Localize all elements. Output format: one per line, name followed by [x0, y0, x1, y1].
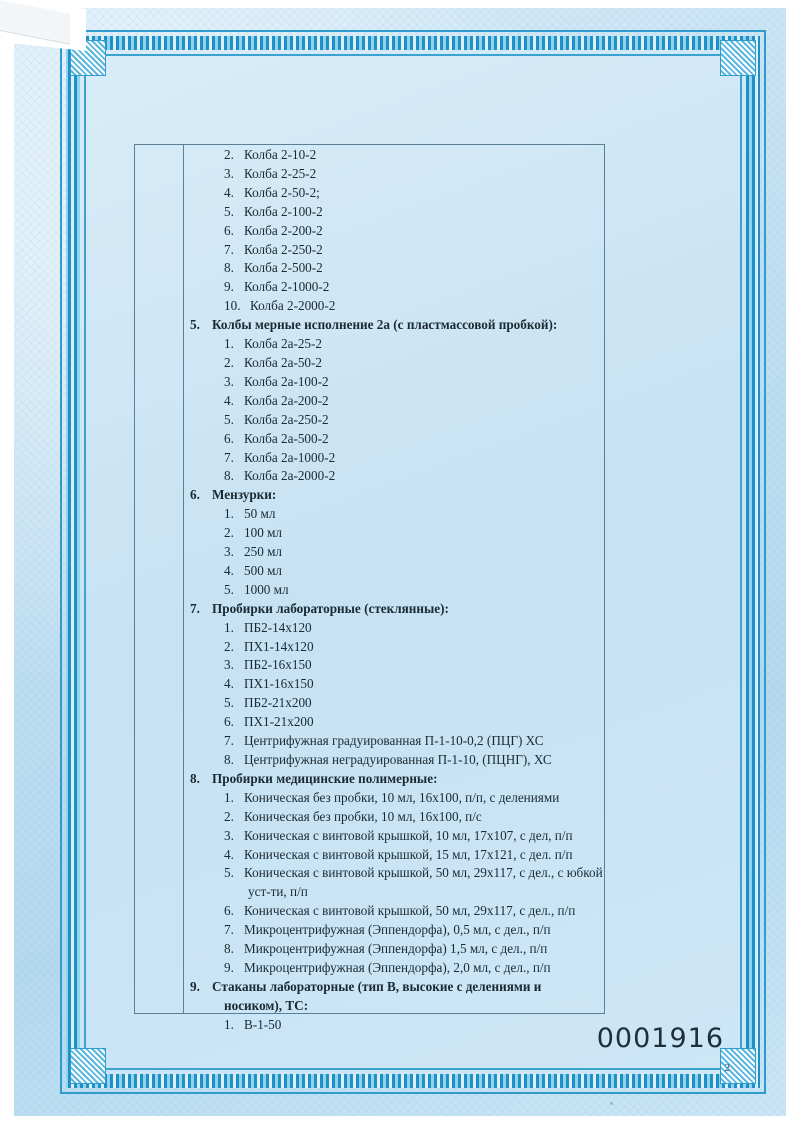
list-item [190, 486, 710, 505]
list-item-number: 7. [224, 449, 234, 465]
list-item-label: Колба 2-100-2 [244, 203, 323, 219]
list-item-label: ПБ2-21х200 [244, 695, 312, 711]
list-item-label: Центрифужная неградуированная П-1-10, (ПЦНГ), ХС [244, 752, 552, 767]
list-item-label: Коническая с винтовой крышкой, 50 мл, 29х117, с дел., с юбкой [244, 865, 603, 881]
list-item-number: 7. [224, 922, 234, 938]
list-item-number: 2. [224, 525, 234, 541]
list-item-number: 5. [224, 581, 234, 597]
list-item-label: Микроцентрифужная (Эппендорфа), 2,0 мл, с дел., п/п [244, 959, 551, 975]
list-item-number: 3. [224, 373, 234, 389]
list-item-label: Колба 2а-100-2 [244, 373, 329, 389]
list-item-label: Колба 2а-2000-2 [244, 468, 336, 484]
list-item-number: 1. [224, 619, 234, 635]
list-item-number: 3. [224, 165, 234, 181]
list-item [190, 959, 710, 978]
list-item-label: Колбы мерные исполнение 2а (с пластмассовой пробкой): [212, 317, 558, 333]
list-item [190, 770, 710, 789]
list-item-label: Колба 2-25-2 [244, 165, 317, 181]
list-item-label: 1000 мл [244, 581, 289, 597]
list-item-label: Коническая без пробки, 10 мл, 16х100, п/п, с делениями [244, 789, 560, 805]
list-item-label: Колба 2а-500-2 [244, 430, 329, 446]
list-item-label: Мензурки: [212, 487, 277, 503]
list-item [190, 808, 710, 827]
list-item-number: 4. [224, 846, 234, 862]
list-item [190, 978, 710, 997]
list-item [190, 543, 710, 562]
list-item-label: ПХ1-16х150 [244, 676, 314, 692]
list-item-label: Колба 2а-50-2 [244, 354, 323, 370]
list-item-label: Колба 2-500-2 [244, 260, 323, 276]
list-item [190, 902, 710, 921]
corner-ornament-top-right [720, 40, 756, 76]
list-item [190, 921, 710, 940]
list-item-label: 100 мл [244, 525, 283, 541]
list-item-number: 2. [224, 638, 234, 654]
list-item-number: 2. [224, 354, 234, 370]
list-item [190, 638, 710, 657]
list-item-number: 7. [224, 241, 234, 257]
list-item-label: 250 мл [244, 544, 283, 560]
list-item-label: Коническая с винтовой крышкой, 10 мл, 17х107, с дел, п/п [244, 827, 573, 843]
list-item-number: 2. [224, 808, 234, 824]
list-item-number: 6. [224, 903, 234, 919]
list-item-number: 1. [224, 506, 234, 522]
list-item-number: 5. [224, 203, 234, 219]
list-item [190, 392, 710, 411]
list-item-number: 9. [190, 978, 200, 994]
list-item [190, 864, 710, 883]
list-item [190, 883, 710, 902]
list-item-label: Колба 2а-25-2 [244, 336, 323, 352]
list-item-label: Микроцентрифужная (Эппендорфа), 0,5 мл, с дел., п/п [244, 922, 551, 938]
list-item-number: 9. [224, 959, 234, 975]
list-item-number: 1. [224, 789, 234, 805]
list-item-label: Пробирки лабораторные (стеклянные): [212, 600, 449, 616]
list-item-number: 5. [224, 865, 234, 881]
list-item [190, 675, 710, 694]
list-item-number: 2. [224, 147, 234, 162]
scan-speck [610, 1102, 613, 1105]
list-item [190, 449, 710, 468]
list-item-label: ПБ2-14х120 [244, 619, 312, 635]
list-item [190, 505, 710, 524]
list-item [190, 297, 710, 316]
list-item-number: 3. [224, 827, 234, 843]
list-item [190, 562, 710, 581]
list-item [190, 259, 710, 278]
list-item [190, 316, 710, 335]
page-number: 2 [724, 1062, 730, 1074]
list-item [190, 335, 710, 354]
list-item-number: 5. [190, 317, 200, 333]
equipment-list [190, 146, 710, 1035]
serial-number: 0001916 [596, 1023, 724, 1054]
list-item-label: Пробирки медицинские полимерные: [212, 770, 438, 786]
list-item [190, 354, 710, 373]
list-item-number: 3. [224, 544, 234, 560]
list-item [190, 751, 710, 770]
list-item-label: Колба 2а-250-2 [244, 411, 329, 427]
list-item [190, 713, 710, 732]
list-item-label: носиком), ТС: [224, 997, 309, 1013]
list-item-number: 1. [224, 336, 234, 352]
list-item [190, 411, 710, 430]
list-item-number: 1. [224, 1016, 234, 1032]
list-item [190, 165, 710, 184]
list-item-label: ПБ2-16х150 [244, 657, 312, 673]
list-item-label: Стаканы лабораторные (тип В, высокие с делениями и [212, 978, 542, 994]
list-item-label: Коническая с винтовой крышкой, 50 мл, 29х117, с дел., п/п [244, 903, 576, 919]
list-item-number: 5. [224, 411, 234, 427]
list-item-number: 4. [224, 392, 234, 408]
list-item-number: 6. [190, 487, 200, 503]
list-item-label: ПХ1-14х120 [244, 638, 314, 654]
list-item-label: ПХ1-21х200 [244, 714, 314, 730]
list-item [190, 581, 710, 600]
list-item-number: 7. [190, 600, 200, 616]
list-item-number: 4. [224, 184, 234, 200]
list-item-number: 8. [224, 752, 234, 767]
list-item-label: Колба 2-200-2 [244, 222, 323, 238]
list-item [190, 184, 710, 203]
list-item [190, 997, 710, 1016]
list-item-label: Колба 2а-200-2 [244, 392, 329, 408]
list-item [190, 940, 710, 959]
list-item [190, 827, 710, 846]
list-item [190, 430, 710, 449]
list-item-number: 8. [190, 770, 200, 786]
list-item-label: Колба 2-250-2 [244, 241, 323, 257]
list-item-label: уст-ти, п/п [248, 884, 308, 900]
list-item-label: Колба 2-50-2; [244, 184, 320, 200]
corner-ornament-bottom-left [70, 1048, 106, 1084]
list-item [190, 373, 710, 392]
list-item-number: 3. [224, 657, 234, 673]
list-item-label: В-1-50 [244, 1016, 282, 1032]
list-item [190, 222, 710, 241]
list-item-label: Центрифужная градуированная П-1-10-0,2 (ПЦГ) ХС [244, 733, 544, 749]
list-item [190, 600, 710, 619]
list-item [190, 656, 710, 675]
list-item-label: 50 мл [244, 506, 276, 522]
list-item [190, 241, 710, 260]
list-item-number: 9. [224, 279, 234, 295]
list-item-label: Коническая с винтовой крышкой, 15 мл, 17х121, с дел. п/п [244, 846, 573, 862]
list-item-number: 10. [224, 298, 241, 314]
list-item-number: 8. [224, 941, 234, 957]
list-item-label: Колба 2-10-2 [244, 147, 317, 162]
list-item-number: 4. [224, 562, 234, 578]
table-column-separator [183, 145, 184, 1013]
list-item [190, 524, 710, 543]
list-item [190, 467, 710, 486]
list-item-number: 6. [224, 714, 234, 730]
list-item [190, 846, 710, 865]
list-item-number: 4. [224, 676, 234, 692]
list-item-label: Колба 2а-1000-2 [244, 449, 336, 465]
list-item [190, 146, 710, 165]
list-item [190, 278, 710, 297]
list-item-label: Колба 2-2000-2 [250, 298, 336, 314]
list-item [190, 619, 710, 638]
list-item-label: Колба 2-1000-2 [244, 279, 330, 295]
list-item-label: 500 мл [244, 562, 283, 578]
certificate-sheet [14, 8, 786, 1116]
list-item-number: 5. [224, 695, 234, 711]
list-item-label: Микроцентрифужная (Эппендорфа) 1,5 мл, с дел., п/п [244, 941, 548, 957]
list-item-number: 8. [224, 468, 234, 484]
list-item [190, 203, 710, 222]
list-item [190, 789, 710, 808]
list-item-number: 6. [224, 430, 234, 446]
list-item-label: Коническая без пробки, 10 мл, 16х100, п/с [244, 808, 482, 824]
list-item [190, 732, 710, 751]
list-item-number: 8. [224, 260, 234, 276]
list-item-number: 7. [224, 733, 234, 749]
list-item-number: 6. [224, 222, 234, 238]
list-item [190, 694, 710, 713]
